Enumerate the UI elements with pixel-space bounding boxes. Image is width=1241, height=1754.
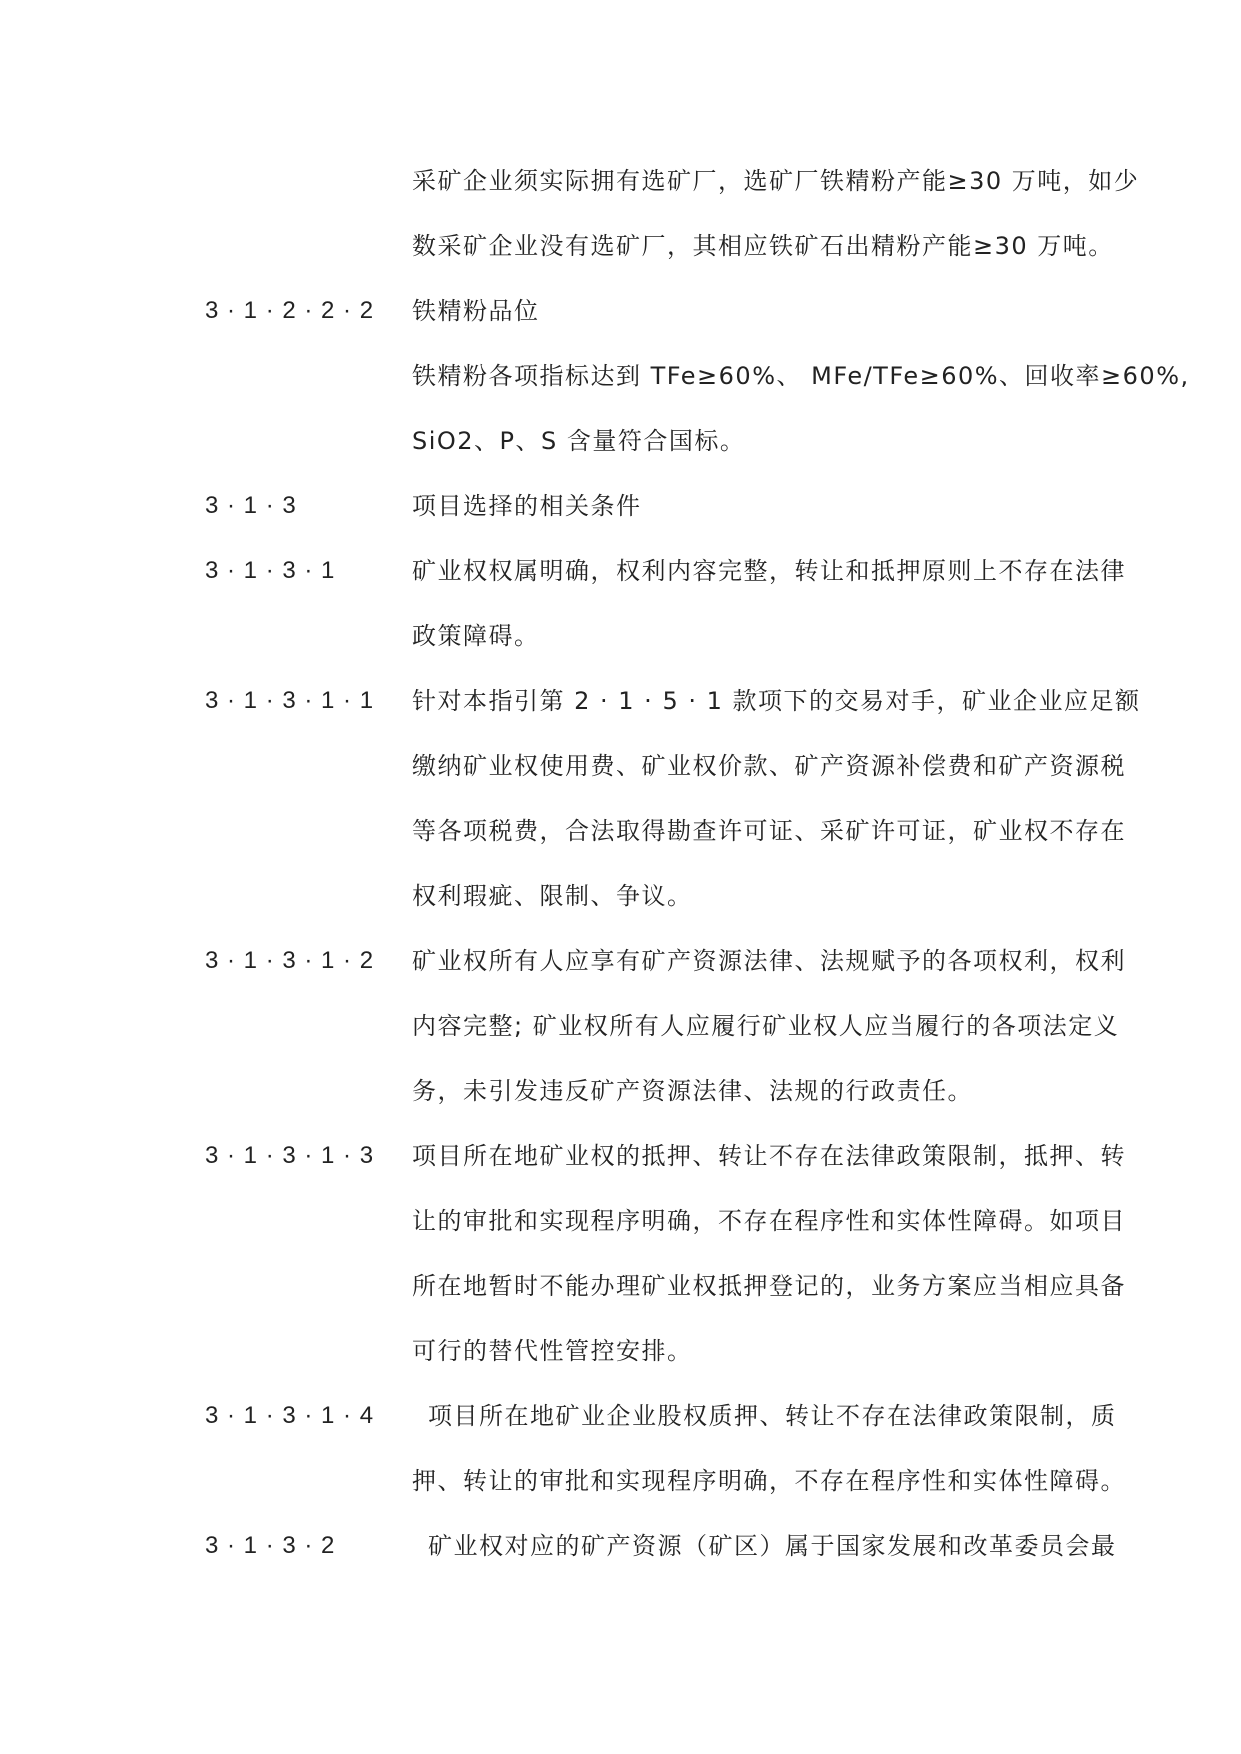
clause-text: 数采矿企业没有选矿厂，其相应铁矿石出精粉产能≥30 万吨。 (412, 232, 1114, 260)
clause-text: 项目选择的相关条件 (412, 492, 642, 520)
clause-text: 矿业权所有人应享有矿产资源法律、法规赋予的各项权利，权利 (412, 947, 1126, 975)
clause-number: 3 · 1 · 3 · 1 · 2 (205, 947, 375, 974)
text-line (0, 1201, 1241, 1241)
clause-text: 项目所在地矿业企业股权质押、转让不存在法律政策限制，质 (428, 1402, 1117, 1430)
text-line (0, 1396, 1241, 1436)
text-line (0, 1136, 1241, 1176)
clause-text: 务，未引发违反矿产资源法律、法规的行政责任。 (412, 1077, 973, 1105)
clause-text: 矿业权权属明确，权利内容完整，转让和抵押原则上不存在法律 (412, 557, 1126, 585)
clause-text: 所在地暂时不能办理矿业权抵押登记的，业务方案应当相应具备 (412, 1272, 1126, 1300)
clause-text: 可行的替代性管控安排。 (412, 1337, 693, 1365)
text-line (0, 1006, 1241, 1046)
text-line (0, 356, 1241, 396)
clause-text: 铁精粉各项指标达到 TFe≥60%、 MFe/TFe≥60%、回收率≥60%, (412, 362, 1190, 390)
clause-text: 政策障碍。 (412, 622, 540, 650)
text-line (0, 941, 1241, 981)
text-line (0, 1331, 1241, 1371)
clause-text: 等各项税费，合法取得勘查许可证、采矿许可证，矿业权不存在 (412, 817, 1126, 845)
text-line (0, 1266, 1241, 1306)
clause-text: 权利瑕疵、限制、争议。 (412, 882, 693, 910)
clause-number: 3 · 1 · 3 · 1 · 1 (205, 687, 375, 714)
text-line (0, 811, 1241, 851)
text-line (0, 1461, 1241, 1501)
clause-text: 让的审批和实现程序明确，不存在程序性和实体性障碍。如项目 (412, 1207, 1126, 1235)
clause-number: 3 · 1 · 3 · 1 (205, 557, 336, 584)
clause-text: 押、转让的审批和实现程序明确，不存在程序性和实体性障碍。 (412, 1467, 1126, 1495)
text-line (0, 291, 1241, 331)
clause-number: 3 · 1 · 2 · 2 · 2 (205, 297, 375, 324)
text-line (0, 486, 1241, 526)
clause-text: 矿业权对应的矿产资源（矿区）属于国家发展和改革委员会最 (428, 1532, 1117, 1560)
text-line (0, 681, 1241, 721)
text-line (0, 161, 1241, 201)
clause-text: 缴纳矿业权使用费、矿业权价款、矿产资源补偿费和矿产资源税 (412, 752, 1126, 780)
text-line (0, 421, 1241, 461)
text-line (0, 746, 1241, 786)
clause-number: 3 · 1 · 3 (205, 492, 297, 519)
text-line (0, 876, 1241, 916)
clause-text: 针对本指引第 2 · 1 · 5 · 1 款项下的交易对手，矿业企业应足额 (412, 687, 1141, 715)
text-line (0, 551, 1241, 591)
clause-text: 采矿企业须实际拥有选矿厂，选矿厂铁精粉产能≥30 万吨，如少 (412, 167, 1140, 195)
clause-text: 项目所在地矿业权的抵押、转让不存在法律政策限制，抵押、转 (412, 1142, 1126, 1170)
text-line (0, 1526, 1241, 1566)
clause-number: 3 · 1 · 3 · 2 (205, 1532, 336, 1559)
text-line (0, 1071, 1241, 1111)
clause-number: 3 · 1 · 3 · 1 · 3 (205, 1142, 375, 1169)
clause-text: 内容完整; 矿业权所有人应履行矿业权人应当履行的各项法定义 (412, 1012, 1120, 1040)
clause-text: 铁精粉品位 (412, 297, 540, 325)
text-line (0, 616, 1241, 656)
text-line (0, 226, 1241, 266)
clause-number: 3 · 1 · 3 · 1 · 4 (205, 1402, 375, 1429)
clause-text: SiO2、P、S 含量符合国标。 (412, 427, 746, 455)
